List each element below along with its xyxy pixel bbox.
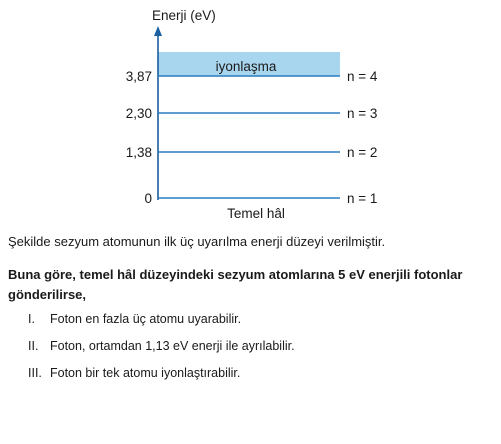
y-axis-arrow-icon [154, 26, 162, 36]
energy-level-value: 0 [144, 191, 152, 206]
energy-level-value: 2,30 [125, 106, 152, 121]
x-axis-label: Temel hâl [227, 206, 285, 221]
intro-paragraph: Şekilde sezyum atomunun ilk üç uyarılma enerji düzeyi verilmiştir. [8, 234, 386, 249]
question-stem: Buna göre, temel hâl düzeyindeki sezyum atomlarına 5 eV enerjili fotonlar gönderilirse, [8, 267, 463, 302]
statement-number: III. [28, 366, 42, 380]
quantum-number-label: n = 4 [347, 69, 378, 84]
quantum-number-label: n = 2 [347, 145, 378, 160]
energy-levels [126, 69, 378, 206]
statement-item [8, 311, 496, 327]
quantum-number-label: n = 3 [347, 106, 378, 121]
statement-number: I. [28, 312, 35, 326]
energy-level-value: 3,87 [125, 69, 152, 84]
question-text [8, 232, 496, 392]
statement-text: Foton bir tek atomu iyonlaştırabilir. [50, 366, 241, 380]
statement-item [8, 365, 496, 381]
statement-item [8, 338, 496, 354]
statement-text: Foton en fazla üç atomu uyarabilir. [50, 312, 242, 326]
ionization-label: iyonlaşma [215, 59, 277, 74]
quantum-number-label: n = 1 [347, 191, 378, 206]
statement-list [8, 311, 496, 381]
statement-text: Foton, ortamdan 1,13 eV enerji ile ayrılabilir. [50, 339, 295, 353]
statement-number: II. [28, 339, 39, 353]
y-axis-label: Enerji (eV) [152, 8, 216, 23]
energy-level-value: 1,38 [125, 145, 152, 160]
